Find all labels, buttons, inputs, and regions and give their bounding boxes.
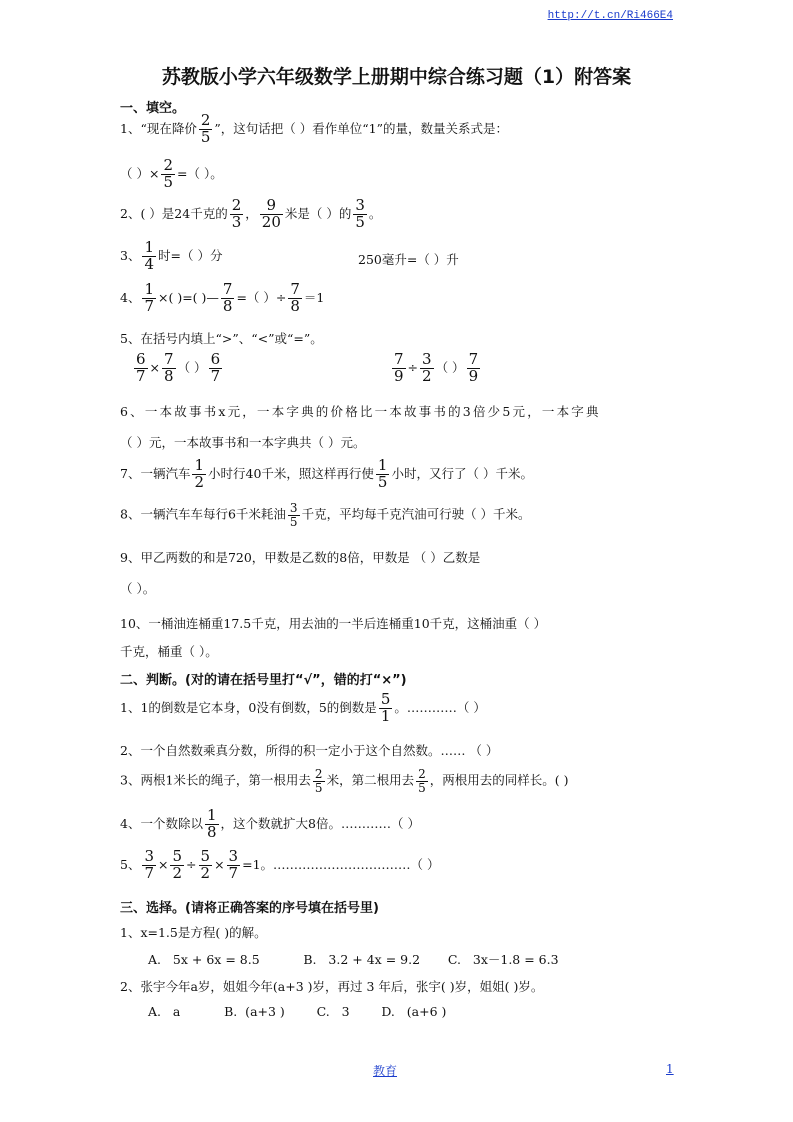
fraction: $\frac{1}{2}$ (194, 456, 204, 491)
q1-line1 (120, 113, 508, 146)
section-1-heading: 一、填空。 (120, 101, 186, 116)
fraction: $\frac{5}{2}$ (172, 847, 183, 882)
c1-options: A. 5x + 6x = 8.5 B. 3.2 + 4x = 9.2 C. 3x－1.8 = 6.3 (148, 952, 559, 967)
q2-text-c: 米是（ ）的 (284, 205, 352, 221)
q4-text-b: ×( )=( )— (158, 289, 219, 305)
fraction: $\frac{6}{7}$ (136, 350, 146, 385)
fraction: $\frac{7}{9}$ (468, 350, 479, 385)
q3-text-c: 250毫升=（ ）升 (358, 252, 459, 267)
j4-text-a: 4、一个数除以 (120, 815, 203, 831)
fraction: $\frac{1}{8}$ (206, 806, 217, 841)
fraction: $\frac{2}{3}$ (231, 196, 242, 231)
q4-text-a: 4、 (120, 289, 141, 305)
q3-text-b: 时=（ ）分 (158, 247, 223, 263)
q1-text-a: 1、“现在降价 (120, 120, 197, 136)
q8-text-b: 千克，平均每千克汽油可行驶（ ）千米。 (301, 506, 531, 522)
j3-text-b: 米，第二根用去 (326, 772, 415, 788)
fraction: $\frac{7}{9}$ (394, 350, 404, 385)
c2-question: 2、张宇今年a岁，姐姐今年(a+3 )岁，再过 3 年后，张宇( )岁，姐姐( )岁。 (120, 979, 544, 994)
j4-text-b: ，这个数就扩大8倍。…………（ ） (220, 815, 420, 831)
j1-text-b: 。…………（ ） (394, 699, 486, 715)
page-number: 1 (666, 1062, 674, 1076)
q4-text-d: ＝1 (303, 289, 325, 305)
page-title: 苏教版小学六年级数学上册期中综合练习题（1）附答案 (161, 66, 632, 88)
q3-line (120, 240, 222, 273)
fraction: $\frac{1}{5}$ (377, 456, 388, 491)
j4-line (120, 808, 420, 841)
q5-text: 5、在括号内填上“>”、“<”或“=”。 (120, 331, 323, 346)
answer-bracket: （ ） (177, 359, 207, 375)
answer-bracket: （ ） (435, 359, 465, 375)
j2-line: 2、一个自然数乘真分数，所得的积一定小于这个自然数。…… （ ） (120, 743, 499, 758)
q6-line2: （ ）元，一本故事书和一本字典共（ ）元。 (120, 435, 366, 450)
j1-line (120, 692, 486, 725)
q7-text-b: 小时行40千米，照这样再行使 (208, 465, 374, 481)
q10-line1: 10、一桶油连桶重17.5千克，用去油的一半后连桶重10千克，这桶油重（ ） (120, 616, 547, 631)
fraction: $\frac{3}{5}$ (289, 501, 298, 529)
j5-text-b: =1。……………………………（ ） (242, 856, 440, 872)
q2-line (120, 198, 381, 231)
q1-text-d: =（ ）。 (177, 165, 223, 181)
q10-line2: 千克，桶重（ ）。 (120, 644, 218, 659)
footer-link[interactable]: 教育 (373, 1064, 398, 1078)
q5-compare-a (132, 352, 224, 385)
q7-line (120, 458, 533, 491)
fraction: $\frac{6}{7}$ (210, 350, 221, 385)
q4-text-c: =（ ）÷ (236, 289, 287, 305)
q7-text-c: 小时，又行了（ ）千米。 (391, 465, 533, 481)
fraction: $\frac{5}{2}$ (200, 847, 211, 882)
fraction: $\frac{2}{5}$ (418, 767, 426, 795)
c2-options: A. a B. (a+3 ) C. 3 D. (a+6 ) (148, 1004, 447, 1019)
q2-text-b: ， (245, 205, 258, 221)
j3-text-c: ，两根用去的同样长。( ) (429, 772, 569, 788)
fraction: $\frac{2}{5}$ (163, 156, 173, 191)
fraction: $\frac{7}{8}$ (290, 280, 300, 315)
fraction: $\frac{2}{5}$ (200, 111, 211, 146)
q4-line (120, 282, 324, 315)
times-sign: × (214, 856, 225, 872)
q1-line2 (120, 158, 223, 191)
fraction: $\frac{3}{5}$ (355, 196, 365, 231)
times-sign: × (149, 359, 161, 375)
fraction: $\frac{1}{4}$ (144, 238, 154, 273)
fraction: $\frac{9}{20}$ (261, 196, 281, 231)
j1-text-a: 1、1的倒数是它本身，0没有倒数，5的倒数是 (120, 699, 377, 715)
c1-question: 1、x=1.5是方程( )的解。 (120, 925, 267, 940)
q9-line1: 9、甲乙两数的和是720，甲数是乙数的8倍，甲数是 （ ）乙数是 (120, 550, 481, 565)
fraction: $\frac{5}{1}$ (380, 690, 391, 725)
header-url-link[interactable]: http://t.cn/Ri466E4 (547, 10, 673, 22)
fraction: $\frac{3}{2}$ (422, 350, 432, 385)
q7-text-a: 7、一辆汽车 (120, 465, 191, 481)
times-sign: × (158, 856, 169, 872)
fraction: $\frac{7}{8}$ (164, 350, 174, 385)
fraction: $\frac{1}{7}$ (144, 280, 154, 315)
q1-text-c: （ ）× (120, 165, 160, 181)
q3-text-a: 3、 (120, 247, 141, 263)
q6-line1: 6、一本故事书x元，一本字典的价格比一本故事书的3倍少5元，一本字典 (120, 404, 601, 419)
q1-text-b: ”，这句话把（ ）看作单位“1”的量，数量关系式是： (214, 120, 508, 136)
j3-text-a: 3、两根1米长的绳子，第一根用去 (120, 772, 311, 788)
fraction: $\frac{2}{5}$ (314, 767, 323, 795)
q8-line (120, 502, 531, 528)
q2-text-d: 。 (368, 205, 382, 221)
divide-sign: ÷ (186, 856, 197, 872)
q8-text-a: 8、一辆汽车车每行6千米耗油 (120, 506, 286, 522)
j5-line (120, 849, 440, 882)
fraction: $\frac{7}{8}$ (222, 280, 233, 315)
j5-text-a: 5、 (120, 856, 141, 872)
q5-compare-b (390, 352, 482, 385)
fraction: $\frac{3}{7}$ (228, 847, 239, 882)
divide-sign: ÷ (407, 359, 419, 375)
q9-line2: （ ）。 (120, 581, 156, 596)
j3-line (120, 768, 568, 794)
section-2-heading: 二、判断。(对的请在括号里打“√”，错的打“×”) (120, 673, 407, 688)
fraction: $\frac{3}{7}$ (144, 847, 154, 882)
q2-text-a: 2、( ）是24千克的 (120, 205, 228, 221)
section-3-heading: 三、选择。(请将正确答案的序号填在括号里) (120, 901, 379, 916)
